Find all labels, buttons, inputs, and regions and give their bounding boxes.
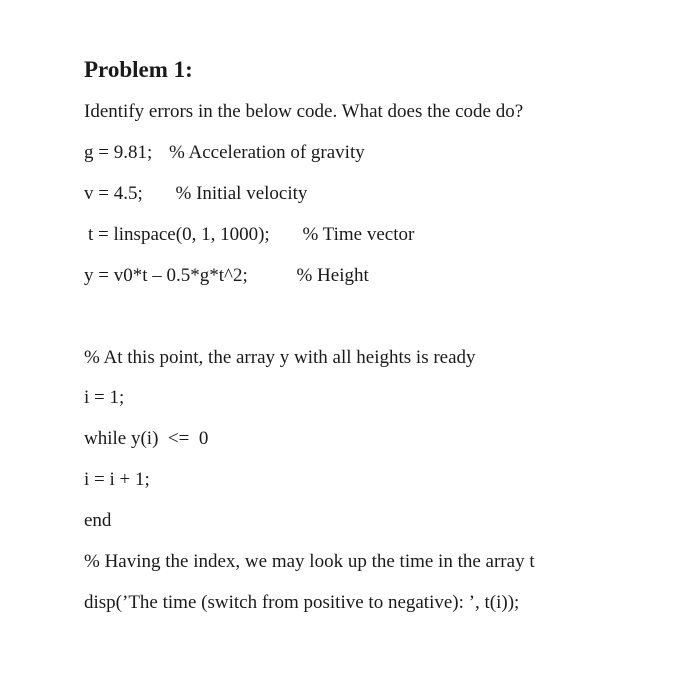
code-comment: % Height [296, 265, 369, 286]
code-text: y = v0*t – 0.5*g*t^2; [84, 265, 248, 286]
problem-prompt: Identify errors in the below code. What does the code do? [84, 101, 524, 122]
comment-index-line: % Having the index, we may look up the time in the array t [84, 551, 535, 572]
problem-title: Problem 1: [84, 57, 193, 82]
code-line-g [84, 141, 365, 165]
code-comment: % Time vector [302, 224, 415, 245]
code-text: g = 9.81; [84, 142, 153, 163]
code-line-y [84, 264, 369, 288]
code-line-t [88, 223, 414, 247]
comment-ready-line: % At this point, the array y with all heights is ready [84, 347, 476, 368]
code-comment: % Initial velocity [175, 183, 308, 204]
increment-line: i = i + 1; [84, 469, 150, 490]
end-line: end [84, 510, 112, 531]
code-line-v [84, 182, 307, 206]
disp-line: disp(’The time (switch from positive to negative): ’, t(i)); [84, 592, 520, 613]
code-comment: % Acceleration of gravity [169, 142, 365, 163]
code-text: v = 4.5; [84, 183, 143, 204]
while-line: while y(i) <= 0 [84, 428, 209, 449]
init-i-line: i = 1; [84, 387, 125, 408]
code-text: t = linspace(0, 1, 1000); [88, 224, 270, 245]
